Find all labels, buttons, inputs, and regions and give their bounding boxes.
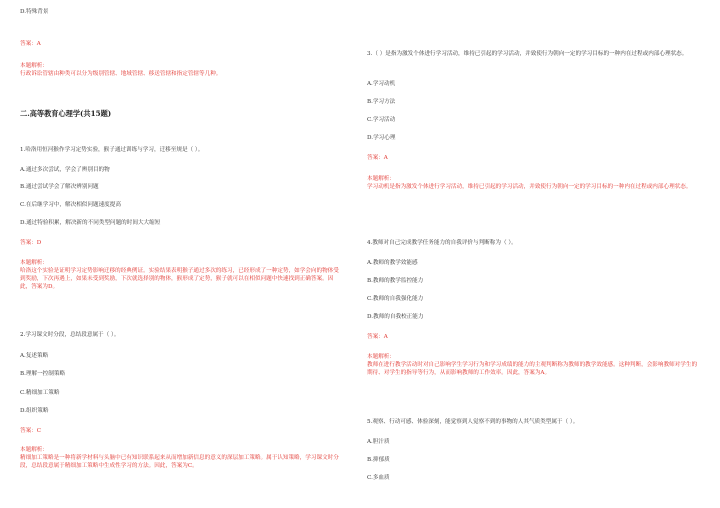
question-4-stem: 4.教师对自己完成教学任务能力的自我评价与判断称为（ ）。 bbox=[367, 240, 517, 246]
q2-option-d: D.组织策略 bbox=[20, 408, 49, 414]
q2-analysis-label: 本题解析： bbox=[20, 447, 48, 453]
q2-option-a: A.复述策略 bbox=[20, 353, 49, 359]
analysis-label: 本题解析： bbox=[20, 63, 48, 69]
q1-option-c: C.在后继学习中，解决相似问题速度提高 bbox=[20, 202, 121, 208]
q4-answer: 答案：A bbox=[367, 334, 388, 340]
q5-option-a: A.胆汁质 bbox=[367, 439, 390, 445]
q1-analysis-text: 哈洛这个实验是证明学习定势影响迁移的经典例证。实验结果表明猴子通过多次的练习，已经形成了一种定势，如学会向的物体受到奖励，下次再遇上，如果未受到奖励，下次就选择别的物体，猴形成了定势，猴子就可以在相似问题中快速找到正确答案。因此，答案为D。 bbox=[20, 268, 339, 290]
question-2-stem: 2.学习课文时分段，总结段意属于（ ）。 bbox=[20, 332, 120, 338]
option-d: D.特殊背景 bbox=[20, 9, 49, 15]
q2-option-c: C.精细加工策略 bbox=[20, 390, 60, 396]
q2-analysis-text: 精细加工策略是一种将新学材料与头脑中已有知识联系起来从而增加新信息的意义的深层加工策略。属于认知策略，学习课文时分段，总结段意属于精细加工策略中生成性学习的方法。因此，答案为C。 bbox=[20, 455, 339, 469]
q4-option-b: B.教师的教学监控能力 bbox=[367, 278, 424, 284]
analysis-text: 行政诉讼管辖由种类可以分为级别管辖、地域管辖、移送管辖和指定管辖等几种。 bbox=[20, 71, 222, 77]
question-1-stem: 1.哈洛用恒河猴作学习定势实验，猴子通过训练与学习，迁移至规是（ ）。 bbox=[20, 147, 204, 153]
q5-option-c: C.多血质 bbox=[367, 475, 390, 481]
q1-option-b: B.通过尝试学会了解决辨别问题 bbox=[20, 184, 99, 190]
q3-option-a: A.学习动机 bbox=[367, 81, 396, 87]
question-5-stem: 5.观察、行动可感、体验深刻，能觉察到人觉察不到的事物的人其气质类型属于（ ）。 bbox=[367, 419, 579, 425]
q1-option-d: D.通过特验积累，解决新的不同类型问题的时间大大缩短 bbox=[20, 220, 161, 226]
q3-option-d: D.学习心理 bbox=[367, 135, 396, 141]
q1-analysis-label: 本题解析： bbox=[20, 260, 48, 266]
q2-option-b: B.理解一控制策略 bbox=[20, 371, 66, 377]
q3-answer: 答案：A bbox=[367, 155, 388, 161]
q4-analysis-label: 本题解析： bbox=[367, 354, 395, 360]
q3-option-b: B.学习方法 bbox=[367, 99, 396, 105]
q1-option-a: A.通过多次尝试，学会了辨别目的物 bbox=[20, 167, 110, 173]
q5-option-b: B.抑郁质 bbox=[367, 457, 390, 463]
q3-analysis-label: 本题解析： bbox=[367, 176, 395, 182]
q3-option-c: C.学习活动 bbox=[367, 117, 396, 123]
q3-analysis-text: 学习动机是指为激发个体进行学习活动，维持已引起的学习活动，并致使行为朝向一定的学习目标的一种内在过程或内部心理状态。 bbox=[367, 184, 692, 190]
q1-answer: 答案：D bbox=[20, 240, 42, 246]
section-title: 二.高等教育心理学(共15题) bbox=[20, 109, 112, 118]
q2-answer: 答案：C bbox=[20, 428, 42, 434]
q4-option-a: A.教师的教学效能感 bbox=[367, 260, 418, 266]
q4-option-d: D.教师的自我校正能力 bbox=[367, 314, 424, 320]
question-3-stem: 3.（ ）是指为激发个体进行学习活动，维持已引起的学习活动，并致使行为朝向一定的学习目标的一种内在过程或内部心理状态。 bbox=[367, 51, 688, 57]
q4-option-c: C.教师的自我强化能力 bbox=[367, 296, 424, 302]
answer: 答案：A bbox=[20, 41, 41, 47]
q4-analysis-text: 教师在进行教学活动时对自己影响学生学习行为和学习成绩的能力的主观判断称为教师的教学效能感。这种判断，会影响教师对学生的期待、对学生的指导等行为，从而影响教师的工作效率。因此，答案为A。 bbox=[367, 362, 698, 376]
